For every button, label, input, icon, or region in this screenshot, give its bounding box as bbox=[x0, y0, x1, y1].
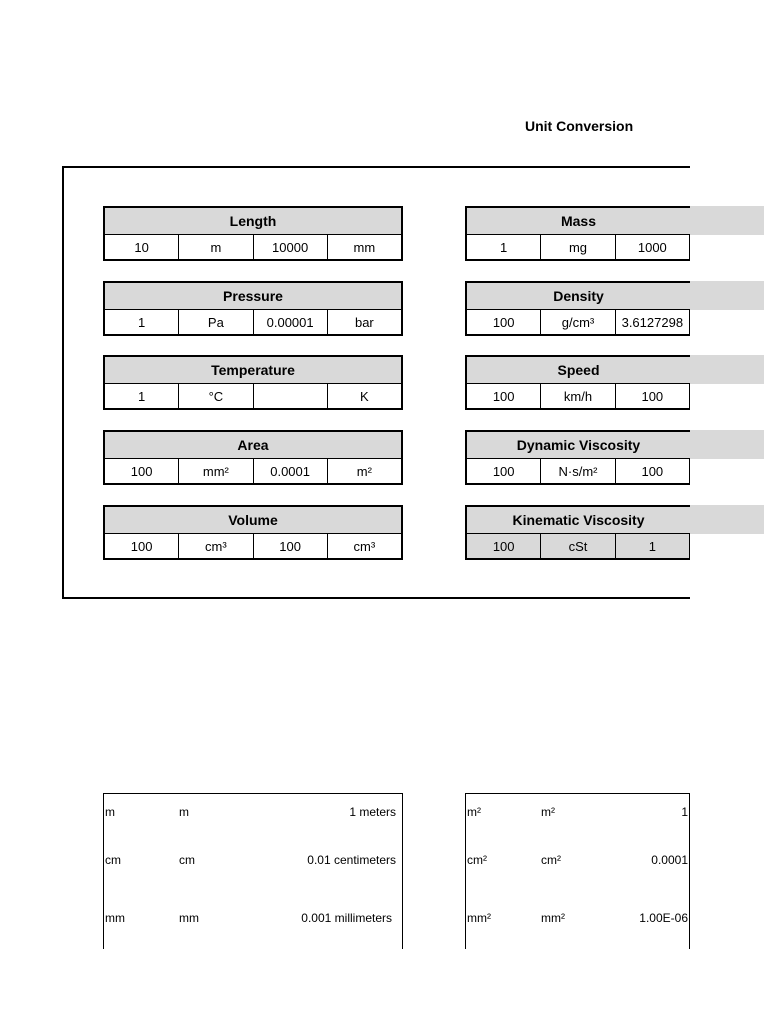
lookup-unit: cm bbox=[105, 853, 121, 867]
density-header: Density bbox=[465, 281, 690, 310]
volume-input-value[interactable]: 100 bbox=[105, 534, 179, 558]
volume-result-value: 100 bbox=[254, 534, 328, 558]
kinematic-viscosity-input-value[interactable]: 100 bbox=[467, 534, 541, 558]
length-row bbox=[103, 235, 403, 261]
pressure-header: Pressure bbox=[103, 281, 403, 310]
temperature-result-value bbox=[254, 384, 328, 408]
density-header-extension bbox=[690, 281, 764, 310]
mass-result-value: 1000 bbox=[616, 235, 690, 259]
pressure-result-value: 0.00001 bbox=[254, 310, 328, 334]
density-row bbox=[465, 310, 690, 336]
volume-block bbox=[103, 505, 403, 560]
lookup-symbol: cm bbox=[179, 853, 195, 867]
dynamic-viscosity-row bbox=[465, 459, 690, 485]
length-from-unit[interactable]: m bbox=[179, 235, 253, 259]
dynamic-viscosity-header-extension bbox=[690, 430, 764, 459]
speed-header-extension bbox=[690, 355, 764, 384]
lookup-symbol: mm bbox=[179, 911, 199, 925]
lookup-unit: m bbox=[105, 805, 115, 819]
volume-row bbox=[103, 534, 403, 560]
kinematic-viscosity-header-extension bbox=[690, 505, 764, 534]
table-row bbox=[104, 911, 402, 931]
mass-header: Mass bbox=[465, 206, 690, 235]
pressure-from-unit[interactable]: Pa bbox=[179, 310, 253, 334]
density-result-value: 3.6127298 bbox=[616, 310, 690, 334]
pressure-row bbox=[103, 310, 403, 336]
temperature-row bbox=[103, 384, 403, 410]
speed-row bbox=[465, 384, 690, 410]
lookup-factor-name: 0.001 millimeters bbox=[301, 911, 392, 925]
kinematic-viscosity-row bbox=[465, 534, 690, 560]
density-block bbox=[465, 281, 690, 336]
speed-block bbox=[465, 355, 690, 410]
volume-to-unit[interactable]: cm³ bbox=[353, 538, 376, 554]
kinematic-viscosity-result-value: 1 bbox=[616, 534, 690, 558]
dynamic-viscosity-input-value[interactable]: 100 bbox=[467, 459, 541, 483]
area-input-value[interactable]: 100 bbox=[105, 459, 179, 483]
lookup-factor: 1 bbox=[681, 805, 688, 819]
pressure-input-value[interactable]: 1 bbox=[105, 310, 179, 334]
lookup-factor-name: 0.01 centimeters bbox=[307, 853, 396, 867]
speed-result-value: 100 bbox=[616, 384, 690, 408]
dynamic-viscosity-from-unit[interactable]: N·s/m² bbox=[541, 459, 615, 483]
area-to-unit[interactable]: m² bbox=[356, 463, 372, 479]
table-row bbox=[104, 805, 402, 825]
length-to-unit[interactable]: mm bbox=[353, 239, 376, 255]
pressure-block bbox=[103, 281, 403, 336]
lookup-symbol: m² bbox=[541, 805, 555, 819]
pressure-to-unit[interactable]: bar bbox=[354, 314, 374, 330]
length-input-value[interactable]: 10 bbox=[105, 235, 179, 259]
table-row bbox=[466, 853, 689, 873]
speed-input-value[interactable]: 100 bbox=[467, 384, 541, 408]
lookup-unit: mm bbox=[105, 911, 125, 925]
lookup-symbol: m bbox=[179, 805, 189, 819]
density-from-unit[interactable]: g/cm³ bbox=[541, 310, 615, 334]
dynamic-viscosity-result-value: 100 bbox=[616, 459, 690, 483]
page-title: Unit Conversion bbox=[525, 118, 634, 134]
density-input-value[interactable]: 100 bbox=[467, 310, 541, 334]
area-row bbox=[103, 459, 403, 485]
area-block bbox=[103, 430, 403, 485]
length-block bbox=[103, 206, 403, 261]
area-header: Area bbox=[103, 430, 403, 459]
lookup-factor-name: 1 meters bbox=[349, 805, 396, 819]
dynamic-viscosity-header: Dynamic Viscosity bbox=[465, 430, 690, 459]
table-row bbox=[104, 853, 402, 873]
speed-from-unit[interactable]: km/h bbox=[541, 384, 615, 408]
mass-input-value[interactable]: 1 bbox=[467, 235, 541, 259]
table-row bbox=[466, 911, 689, 931]
volume-header: Volume bbox=[103, 505, 403, 534]
temperature-input-value[interactable]: 1 bbox=[105, 384, 179, 408]
temperature-block bbox=[103, 355, 403, 410]
lookup-symbol: cm² bbox=[541, 853, 561, 867]
lookup-unit: m² bbox=[467, 805, 481, 819]
area-lookup-table bbox=[465, 793, 690, 949]
lookup-factor: 1.00E-06 bbox=[639, 911, 688, 925]
dynamic-viscosity-block bbox=[465, 430, 690, 485]
temperature-from-unit[interactable]: °C bbox=[179, 384, 253, 408]
area-result-value: 0.0001 bbox=[254, 459, 328, 483]
lookup-symbol: mm² bbox=[541, 911, 565, 925]
length-lookup-table bbox=[103, 793, 403, 949]
area-from-unit[interactable]: mm² bbox=[179, 459, 253, 483]
lookup-factor: 0.0001 bbox=[651, 853, 688, 867]
lookup-unit: mm² bbox=[467, 911, 491, 925]
kinematic-viscosity-block bbox=[465, 505, 690, 560]
mass-block bbox=[465, 206, 690, 261]
volume-from-unit[interactable]: cm³ bbox=[179, 534, 253, 558]
lookup-unit: cm² bbox=[467, 853, 487, 867]
temperature-to-unit[interactable]: K bbox=[360, 388, 369, 404]
speed-header: Speed bbox=[465, 355, 690, 384]
table-row bbox=[466, 805, 689, 825]
kinematic-viscosity-header: Kinematic Viscosity bbox=[465, 505, 690, 534]
mass-row bbox=[465, 235, 690, 261]
kinematic-viscosity-from-unit[interactable]: cSt bbox=[541, 534, 615, 558]
mass-header-extension bbox=[690, 206, 764, 235]
temperature-header: Temperature bbox=[103, 355, 403, 384]
length-result-value: 10000 bbox=[254, 235, 328, 259]
mass-from-unit[interactable]: mg bbox=[541, 235, 615, 259]
length-header: Length bbox=[103, 206, 403, 235]
